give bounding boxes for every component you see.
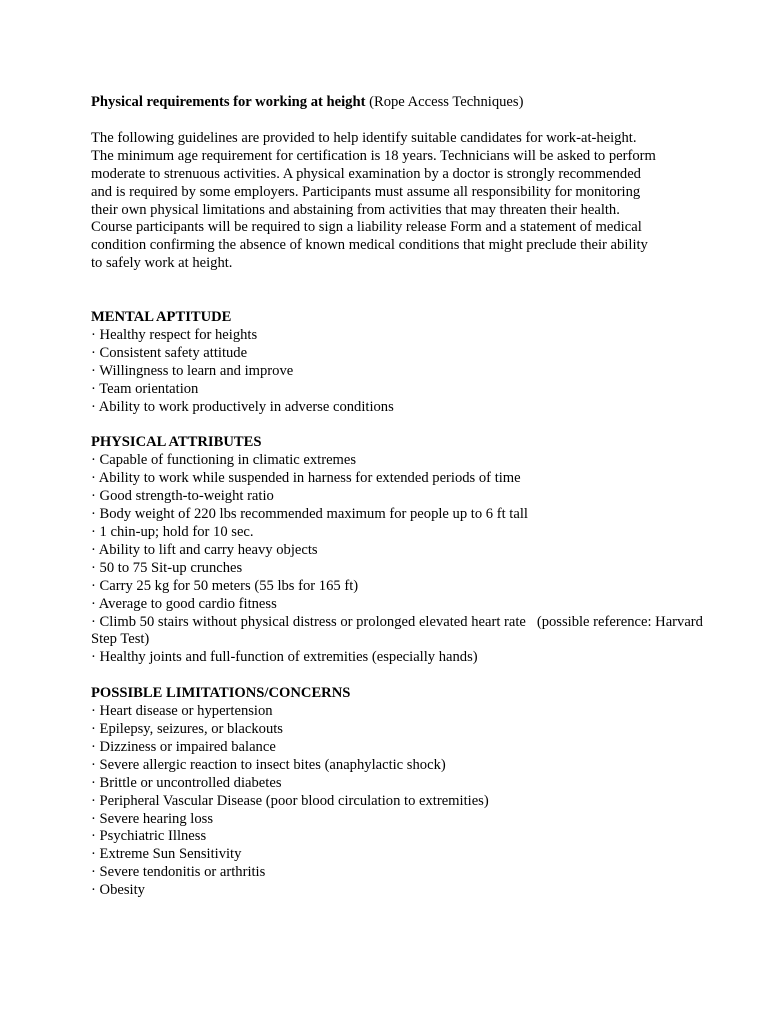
list-item (91, 739, 711, 757)
list-item-text: Severe tendonitis or arthritis (99, 864, 266, 881)
intro-line: their own physical limitations and abstaining from activities that may threaten their health. (91, 201, 620, 218)
bullet-glyph: · (91, 864, 96, 881)
bullet-glyph: · (91, 846, 96, 863)
list-item (91, 864, 711, 882)
bullet-glyph: · (91, 738, 96, 755)
bullet-glyph: · (91, 595, 96, 612)
bullet-glyph: · (91, 649, 96, 666)
list-item-text: Severe allergic reaction to insect bites (anaphylactic shock) (99, 756, 446, 773)
bullet-glyph: · (91, 362, 96, 379)
intro-paragraph (91, 130, 711, 273)
bullet-glyph: · (91, 452, 96, 469)
requirement-list (91, 327, 711, 417)
list-item (91, 560, 711, 578)
intro-line: to safely work at height. (91, 255, 233, 272)
list-item (91, 596, 711, 614)
bullet-glyph: · (91, 577, 96, 594)
intro-line: The minimum age requirement for certification is 18 years. Technicians will be asked to perform (91, 147, 656, 164)
section-heading: PHYSICAL ATTRIBUTES (91, 434, 262, 451)
list-item-text: Dizziness or impaired balance (99, 738, 276, 755)
bullet-glyph: · (91, 720, 96, 737)
intro-line: condition confirming the absence of known medical conditions that might preclude their ability (91, 237, 648, 254)
section-mental-aptitude (91, 309, 711, 416)
list-item (91, 649, 711, 667)
list-item-text: Obesity (99, 882, 145, 899)
section-heading: MENTAL APTITUDE (91, 309, 232, 326)
list-item-text: Ability to lift and carry heavy objects (98, 541, 318, 558)
bullet-glyph: · (91, 524, 96, 541)
list-item (91, 578, 711, 596)
list-item-text: Healthy respect for heights (99, 327, 258, 344)
list-item-text: Heart disease or hypertension (99, 703, 273, 720)
list-item (91, 793, 711, 811)
section-heading: POSSIBLE LIMITATIONS/CONCERNS (91, 685, 351, 702)
list-item (91, 381, 711, 399)
bullet-glyph: · (91, 398, 96, 415)
list-item (91, 524, 711, 542)
list-item (91, 811, 711, 829)
list-item (91, 452, 711, 470)
bullet-glyph: · (91, 488, 96, 505)
list-item (91, 775, 711, 793)
list-item (91, 488, 711, 506)
list-item (91, 345, 711, 363)
list-item (91, 470, 711, 488)
bullet-glyph: · (91, 774, 96, 791)
list-item (91, 614, 711, 650)
bullet-glyph: · (91, 470, 96, 487)
list-item-text: Climb 50 stairs without physical distress or prolonged elevated heart rate (possible reference: Harvard Step Test) (91, 613, 707, 648)
list-item-text: Average to good cardio fitness (98, 595, 277, 612)
list-item-text: Psychiatric Illness (99, 828, 207, 845)
list-item (91, 399, 711, 417)
list-item-text: Extreme Sun Sensitivity (99, 846, 242, 863)
list-item (91, 846, 711, 864)
intro-line: Course participants will be required to sign a liability release Form and a statement of medical (91, 219, 642, 236)
bullet-glyph: · (91, 327, 96, 344)
list-item (91, 882, 711, 900)
list-item-text: Severe hearing loss (99, 810, 214, 827)
list-item-text: 50 to 75 Sit-up crunches (99, 559, 243, 576)
section-physical-attributes (91, 434, 711, 667)
bullet-glyph: · (91, 506, 96, 523)
bullet-glyph: · (91, 344, 96, 361)
list-item (91, 703, 711, 721)
requirement-list (91, 452, 711, 667)
document-title (91, 94, 711, 112)
list-item-text: Ability to work productively in adverse conditions (98, 398, 394, 415)
intro-line: and is required by some employers. Participants must assume all responsibility for monitoring (91, 183, 641, 200)
list-item (91, 506, 711, 524)
list-item (91, 757, 711, 775)
list-item-text: Capable of functioning in climatic extremes (99, 452, 357, 469)
list-item-text: Ability to work while suspended in harness for extended periods of time (98, 470, 521, 487)
requirement-list (91, 703, 711, 900)
intro-line: The following guidelines are provided to help identify suitable candidates for work-at-height. (91, 129, 637, 146)
list-item-text: Epilepsy, seizures, or blackouts (99, 720, 283, 737)
list-item-text: Peripheral Vascular Disease (poor blood circulation to extremities) (99, 792, 489, 809)
document-page (91, 94, 711, 918)
bullet-glyph: · (91, 828, 96, 845)
list-item-text: Carry 25 kg for 50 meters (55 lbs for 165 ft) (99, 577, 359, 594)
bullet-glyph: · (91, 613, 96, 630)
list-item-text: Team orientation (99, 380, 199, 397)
list-item-text: Willingness to learn and improve (99, 362, 294, 379)
list-item (91, 721, 711, 739)
list-item (91, 327, 711, 345)
bullet-glyph: · (91, 541, 96, 558)
bullet-glyph: · (91, 380, 96, 397)
bullet-glyph: · (91, 882, 96, 899)
document-title-subtitle: (Rope Access Techniques) (365, 94, 524, 110)
bullet-glyph: · (91, 756, 96, 773)
list-item (91, 542, 711, 560)
document-title-bold: Physical requirements for working at height (91, 94, 366, 110)
list-item-text: Body weight of 220 lbs recommended maximum for people up to 6 ft tall (99, 506, 528, 523)
list-item-text: 1 chin-up; hold for 10 sec. (99, 524, 254, 541)
list-item-text: Good strength-to-weight ratio (99, 488, 274, 505)
list-item-text: Brittle or uncontrolled diabetes (99, 774, 282, 791)
intro-line: moderate to strenuous activities. A physical examination by a doctor is strongly recommended (91, 165, 641, 182)
bullet-glyph: · (91, 792, 96, 809)
bullet-glyph: · (91, 559, 96, 576)
list-item (91, 828, 711, 846)
bullet-glyph: · (91, 703, 96, 720)
list-item-text: Healthy joints and full-function of extremities (especially hands) (99, 649, 478, 666)
bullet-glyph: · (91, 810, 96, 827)
section-possible-limitations (91, 685, 711, 900)
list-item (91, 363, 711, 381)
list-item-text: Consistent safety attitude (99, 344, 248, 361)
